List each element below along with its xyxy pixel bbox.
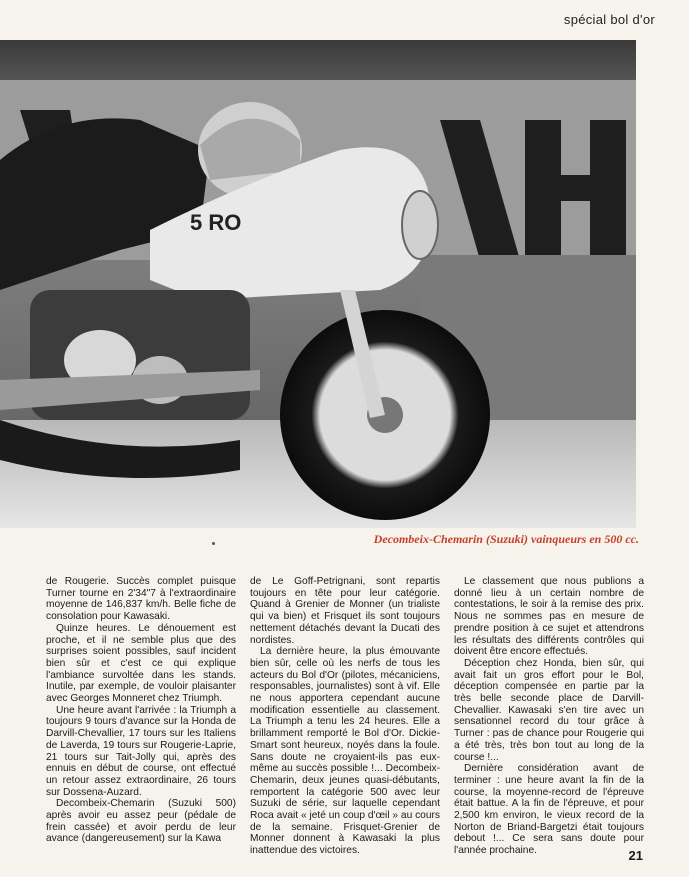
paragraph: Decombeix-Chemarin (Suzuki 500) après avoir eu assez peur (pédale de frein cassée) et avoir perdu de leur avance (dangereusement) sur la Kawa [46, 798, 236, 845]
paragraph: Déception chez Honda, bien sûr, qui avait fait un gros effort pour le Bol, déception compensée en partie par la très belle seconde place de Darvill-Chevallier. Kawasaki s'en tire avec un sensationnel record du tour grâce à Turner : pas de chance pour Rougerie qui a été très, très bon tout au long de la course !... [454, 657, 644, 763]
race-number-plate: 5 RO [190, 210, 242, 235]
article-column-1 [46, 576, 236, 845]
paragraph: Le classement que nous publions a donné lieu à un certain nombre de contestations, le soir à la remise des prix. Nous ne sommes pas en mesure de prendre position à ce sujet et attendrons les résultats des différents contrôles qui doivent être encore effectués. [454, 576, 644, 658]
print-mark [212, 542, 215, 545]
article-column-2 [250, 576, 440, 857]
section-header: spécial bol d'or [563, 12, 655, 27]
paragraph: La dernière heure, la plus émouvante bien sûr, celle où les nerfs de tous les acteurs du Bol d'Or (pilotes, mécaniciens, responsables, journalistes) sont à vif. Elle ne nous apportera cependant aucune modification essentielle au classement. La Triumph a tenu les 24 heures. Elle a brillamment remporté le Bol d'Or. Dickie-Smart sont heureux, noyés dans la foule. Sans doute ne croyaient-ils pas eux-même au succès possible !... Decombeix-Chemarin, deux jeunes quasi-débutants, remportent la catégorie 500 avec leur Suzuki de série, sur laquelle cependant Roca avait « jeté un coup d'œil » au cours de la semaine. Frisquet-Grenier de Monner donnent à Kawasaki la plus inattendue des victoires. [250, 646, 440, 857]
paragraph: de Rougerie. Succès complet puisque Turner tourne en 2'34"7 à l'extraordinaire moyenne de 146,837 km/h. Belle fiche de consolation pour Kawasaki. [46, 576, 236, 623]
paragraph: Une heure avant l'arrivée : la Triumph a toujours 9 tours d'avance sur la Honda de Darvill-Chevallier, 17 tours sur les Italiens de Laverda, 19 tours sur Rougerie-Laprie, 21 tours sur Tait-Jolly qui, après des ennuis en début de course, ont effectué un retour assez extraordinaire, 26 tours sur Dossena-Auzard. [46, 704, 236, 798]
page-number: 21 [628, 848, 643, 863]
paragraph: Quinze heures. Le dénouement est proche, et il ne semble plus que des surprises soient possibles, sauf incident bien sûr et c'est ce qui explique l'ambiance survoltée dans les stands. Inutile, par exemple, de vouloir plaisanter avec Georges Monneret chez Triumph. [46, 622, 236, 705]
article-column-3 [454, 576, 644, 857]
paragraph: de Le Goff-Petrignani, sont repartis toujours en tête pour leur catégorie. Quand à Grenier de Monner (un trialiste qui va bien) et Frisquet ils sont toujours nettement détachés devant la Ducati des nordistes. [250, 576, 440, 646]
motorcycle-racing-photo-icon [0, 40, 636, 528]
photo-caption: Decombeix-Chemarin (Suzuki) vainqueurs en 500 cc. [373, 532, 639, 546]
paragraph: Dernière considération avant de terminer : une heure avant la fin de la course, la moyenne-record de l'épreuve était battue. A la fin de l'épreuve, et pour 2,500 km environ, le vieux record de la Norton de Briand-Bargetzi était toujours debout !... Ce sera sans doute pour l'année prochaine. [454, 763, 644, 857]
race-photo [0, 40, 636, 528]
